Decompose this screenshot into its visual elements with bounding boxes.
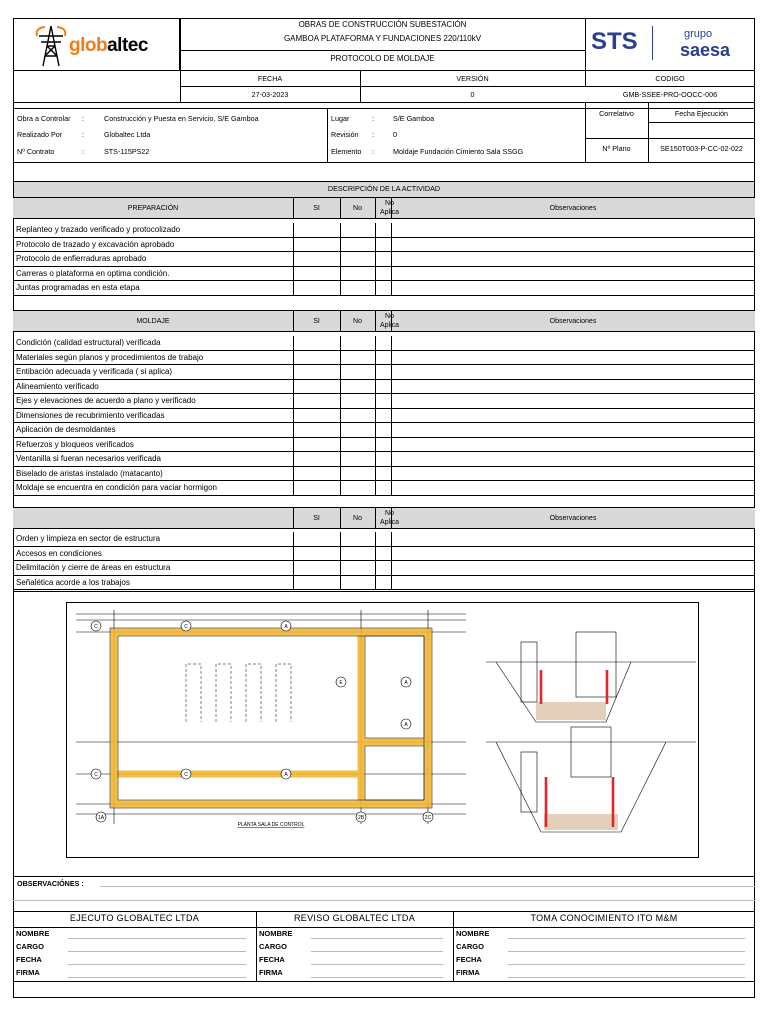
signature-firma-line[interactable] (311, 977, 443, 978)
na-cell[interactable] (375, 380, 376, 394)
obs-cell[interactable] (391, 267, 392, 281)
colon: : (82, 147, 84, 156)
na-cell[interactable] (375, 561, 376, 575)
no-cell[interactable] (340, 547, 341, 561)
no-cell[interactable] (340, 576, 341, 590)
na-cell[interactable] (375, 576, 376, 590)
checklist-item-label: Dimensiones de recubrimiento verificadas (16, 410, 165, 420)
signature-cargo-line[interactable] (311, 951, 443, 952)
checklist-item-label: Materiales según planos y procedimientos de trabajo (16, 352, 204, 362)
contrato-value: STS-115PS22 (104, 147, 150, 156)
section-final-header (13, 507, 755, 529)
signature-firma-line[interactable] (508, 977, 745, 978)
na-cell[interactable] (375, 238, 376, 252)
elemento-label: Elemento (331, 147, 362, 156)
si-cell[interactable] (293, 409, 294, 423)
obs-cell[interactable] (391, 336, 392, 350)
checklist-item-label: Protocolo de trazado y excavación aprobado (16, 239, 175, 249)
obs-cell[interactable] (391, 281, 392, 295)
signature-fecha-label: FECHA (456, 955, 482, 964)
si-cell[interactable] (293, 467, 294, 481)
globaltec-logo: globaltec (69, 35, 148, 56)
si-cell[interactable] (293, 438, 294, 452)
obs-cell[interactable] (391, 423, 392, 437)
section-title: MOLDAJE (136, 318, 170, 325)
signature-nombre-line[interactable] (508, 938, 745, 939)
obs-cell[interactable] (391, 561, 392, 575)
signature-firma-label: FIRMA (16, 968, 40, 977)
na-cell[interactable] (375, 423, 376, 437)
checklist-item-label: Aplicación de desmoldantes (16, 425, 116, 434)
signature-cargo-label: CARGO (16, 942, 44, 951)
na-cell[interactable] (375, 547, 376, 561)
formwork-drawing (66, 602, 699, 858)
no-cell[interactable] (340, 351, 341, 365)
na-cell[interactable] (375, 267, 376, 281)
si-cell[interactable] (293, 267, 294, 281)
si-cell[interactable] (293, 238, 294, 252)
edge-2b: 2B (357, 815, 365, 821)
no-cell[interactable] (340, 336, 341, 350)
na-cell[interactable] (375, 252, 376, 266)
checklist-item-label: Orden y limpieza en sector de estructura (16, 534, 161, 543)
obs-cell[interactable] (391, 238, 392, 252)
no-cell[interactable] (340, 423, 341, 437)
no-cell[interactable] (340, 452, 341, 466)
checklist-row (13, 267, 755, 282)
col-na-2: Aplica (379, 209, 400, 216)
no-cell[interactable] (340, 438, 341, 452)
checklist-item-label: Delimitación y cierre de áreas en estructura (16, 563, 171, 572)
signature-fecha-line[interactable] (311, 964, 443, 965)
col-si: SI (313, 318, 320, 325)
bubble-a2: A (284, 772, 288, 778)
si-cell[interactable] (293, 547, 294, 561)
col-no: No (353, 515, 362, 522)
bubble-e: E (339, 680, 343, 686)
obs-cell[interactable] (391, 365, 392, 379)
signature-firma-label: FIRMA (259, 968, 283, 977)
col-no: No (353, 318, 362, 325)
si-cell[interactable] (293, 252, 294, 266)
lugar-value: S/E Gamboa (393, 114, 435, 123)
obs-cell[interactable] (391, 547, 392, 561)
version-label: VERSIÓN (456, 74, 489, 83)
si-cell[interactable] (293, 532, 294, 546)
checklist-row (13, 394, 755, 409)
elemento-value: Moldaje Fundación Cimiento Sala SSGG (393, 147, 524, 156)
signature-cargo-label: CARGO (456, 942, 484, 951)
no-cell[interactable] (340, 409, 341, 423)
obs-cell[interactable] (391, 394, 392, 408)
revision-value: 0 (393, 130, 397, 139)
section-preparacion-header (13, 197, 755, 219)
realizado-value: Globaltec Ltda (104, 130, 151, 139)
checklist-row (13, 576, 755, 591)
si-cell[interactable] (293, 394, 294, 408)
plano-value: SE150T003-P-CC-02-022 (660, 144, 743, 153)
colon: : (82, 114, 84, 123)
col-na: No (385, 313, 394, 320)
header-title-line2: GAMBOA PLATAFORMA Y FUNDACIONES 220/110kV (283, 34, 482, 43)
signature-fecha-label: FECHA (259, 955, 285, 964)
na-cell[interactable] (375, 351, 376, 365)
section-moldaje-header (13, 310, 755, 332)
no-cell[interactable] (340, 561, 341, 575)
signature-nombre-label: NOMBRE (259, 929, 293, 938)
checklist-row (13, 252, 755, 267)
globaltec-tower-icon (31, 24, 71, 68)
no-cell[interactable] (340, 467, 341, 481)
colon: : (372, 147, 374, 156)
si-cell[interactable] (293, 365, 294, 379)
si-cell[interactable] (293, 223, 294, 237)
signature-title: REVISO GLOBALTEC LTDA (294, 913, 415, 923)
obs-cell[interactable] (391, 438, 392, 452)
na-cell[interactable] (375, 336, 376, 350)
na-cell[interactable] (375, 438, 376, 452)
no-cell[interactable] (340, 238, 341, 252)
checklist-item-label: Señalética acorde a los trabajos (16, 577, 130, 587)
checklist-item-label: Ventanilla si fueran necesarios verificada (16, 454, 161, 463)
col-obs: Observaciones (549, 515, 597, 522)
signature-nombre-line[interactable] (311, 938, 443, 939)
col-no: No (353, 205, 362, 212)
obs-cell[interactable] (391, 452, 392, 466)
checklist-item-label: Alineamiento verificado (16, 381, 99, 391)
col-na-2: Aplica (379, 519, 400, 526)
checklist-row (13, 223, 755, 238)
contrato-label: Nº Contrato (17, 147, 55, 156)
drawing-caption: PLANTA SALA DE CONTROL (237, 822, 305, 828)
bubble-c3: C (94, 772, 98, 778)
checklist-row (13, 238, 755, 253)
saesa-logo: saesa (680, 40, 731, 60)
signature-title: EJECUTO GLOBALTEC LTDA (69, 913, 200, 923)
codigo-value: GMB-SSEE-PRO-OOCC-006 (622, 90, 718, 99)
checklist-item-label: Moldaje se encuentra en condición para vaciar hormigon (16, 483, 218, 492)
version-value: 0 (470, 90, 475, 99)
col-obs: Observaciones (549, 205, 597, 212)
checklist-row (13, 481, 755, 496)
obs-cell[interactable] (391, 409, 392, 423)
signature-fecha-label: FECHA (16, 955, 42, 964)
col-na: No (385, 200, 394, 207)
header-title-line1: OBRAS DE CONSTRUCCIÓN SUBESTACIÓN (298, 20, 467, 29)
col-si: SI (313, 205, 320, 212)
checklist-item-label: Protocolo de enfierraduras aprobado (16, 254, 147, 263)
realizado-label: Realizado Por (17, 130, 63, 139)
revision-label: Revisión (331, 130, 359, 139)
col-na-2: Aplica (379, 322, 400, 329)
no-cell[interactable] (340, 267, 341, 281)
obs-cell[interactable] (391, 467, 392, 481)
signature-firma-label: FIRMA (456, 968, 480, 977)
codigo-label: CODIGO (655, 74, 685, 83)
checklist-row (13, 336, 755, 351)
obs-cell[interactable] (391, 380, 392, 394)
na-cell[interactable] (375, 409, 376, 423)
signature-nombre-line[interactable] (68, 938, 246, 939)
no-cell[interactable] (340, 223, 341, 237)
bubble-c1: C (94, 624, 98, 630)
obs-cell[interactable] (391, 223, 392, 237)
signature-cargo-line[interactable] (68, 951, 246, 952)
obs-cell[interactable] (391, 481, 392, 495)
signature-nombre-label: NOMBRE (16, 929, 50, 938)
si-cell[interactable] (293, 281, 294, 295)
checklist-row (13, 467, 755, 482)
checklist-item-label: Ejes y elevaciones de acuerdo a plano y verificado (16, 396, 196, 405)
si-cell[interactable] (293, 423, 294, 437)
edge-1a: 1A (97, 815, 105, 821)
obs-cell[interactable] (391, 576, 392, 590)
signature-fecha-line[interactable] (508, 964, 745, 965)
signature-fecha-line[interactable] (68, 964, 246, 965)
checklist-item-label: Condición (calidad estructural) verificada (16, 338, 161, 347)
si-cell[interactable] (293, 351, 294, 365)
observaciones-label: OBSERVACIÓNES : (17, 879, 84, 888)
bubble-a1: A (284, 624, 288, 630)
checklist-row (13, 438, 755, 453)
no-cell[interactable] (340, 394, 341, 408)
col-na: No (385, 510, 394, 517)
checklist-item-label: Carreras o plataforma en optima condición. (16, 268, 170, 278)
header-title-line3: PROTOCOLO DE MOLDAJE (330, 54, 435, 63)
checklist-row (13, 365, 755, 380)
header-logo-cell (13, 18, 180, 71)
no-cell[interactable] (340, 532, 341, 546)
si-cell[interactable] (293, 576, 294, 590)
si-cell[interactable] (293, 561, 294, 575)
colon: : (372, 114, 374, 123)
col-obs: Observaciones (549, 318, 597, 325)
signature-cargo-label: CARGO (259, 942, 287, 951)
checklist-row (13, 281, 755, 296)
col-si: SI (313, 515, 320, 522)
bubble-c2: C (184, 624, 188, 630)
checklist-row (13, 532, 755, 547)
checklist-row (13, 561, 755, 576)
bubble-a3: A (404, 722, 408, 728)
plano-label: Nº Plano (602, 144, 631, 153)
checklist-item-label: Juntas programadas en esta etapa (16, 283, 140, 292)
fecha-value: 27-03-2023 (251, 90, 289, 99)
checklist-row (13, 547, 755, 562)
checklist-row (13, 409, 755, 424)
obra-label: Obra a Controlar (17, 114, 71, 123)
fecha-ejecucion-label: Fecha Ejecución (674, 109, 729, 118)
checklist-row (13, 452, 755, 467)
no-cell[interactable] (340, 281, 341, 295)
si-cell[interactable] (293, 336, 294, 350)
obra-value: Construcción y Puesta en Servicio, S/E Gamboa (104, 114, 259, 123)
obs-cell[interactable] (391, 532, 392, 546)
bubble-a4: A (404, 680, 408, 686)
signature-firma-line[interactable] (68, 977, 246, 978)
na-cell[interactable] (375, 452, 376, 466)
si-cell[interactable] (293, 481, 294, 495)
obs-cell[interactable] (391, 351, 392, 365)
na-cell[interactable] (375, 223, 376, 237)
na-cell[interactable] (375, 481, 376, 495)
obs-cell[interactable] (391, 252, 392, 266)
activity-title: DESCRIPCIÓN DE LA ACTIVIDAD (14, 182, 754, 197)
no-cell[interactable] (340, 252, 341, 266)
signature-cargo-line[interactable] (508, 951, 745, 952)
lugar-label: Lugar (331, 114, 350, 123)
edge-2c: 2C (424, 815, 432, 821)
signature-title: TOMA CONOCIMIENTO ITO M&M (530, 913, 678, 923)
checklist-row (13, 351, 755, 366)
checklist-item-label: Refuerzos y bloqueos verificados (16, 439, 134, 449)
grupo-label: grupo (684, 28, 713, 40)
signature-nombre-label: NOMBRE (456, 929, 490, 938)
na-cell[interactable] (375, 467, 376, 481)
checklist-item-label: Entibación adecuada y verificada ( si aplica) (16, 367, 173, 376)
checklist-item-label: Accesos en condiciones (16, 548, 102, 558)
na-cell[interactable] (375, 532, 376, 546)
si-cell[interactable] (293, 452, 294, 466)
na-cell[interactable] (375, 281, 376, 295)
no-cell[interactable] (340, 365, 341, 379)
si-cell[interactable] (293, 380, 294, 394)
section-title: PREPARACIÓN (127, 205, 179, 212)
checklist-row (13, 423, 755, 438)
colon: : (82, 130, 84, 139)
no-cell[interactable] (340, 380, 341, 394)
checklist-item-label: Biselado de aristas instalado (matacanto) (16, 468, 163, 478)
fecha-label: FECHA (257, 74, 283, 83)
bubble-c4: C (184, 772, 188, 778)
checklist-row (13, 380, 755, 395)
correlativo-label: Correlativo (599, 109, 634, 118)
na-cell[interactable] (375, 365, 376, 379)
na-cell[interactable] (375, 394, 376, 408)
colon: : (372, 130, 374, 139)
no-cell[interactable] (340, 481, 341, 495)
sts-logo: STS (591, 28, 638, 55)
checklist-item-label: Replanteo y trazado verificado y protocolizado (16, 225, 181, 234)
